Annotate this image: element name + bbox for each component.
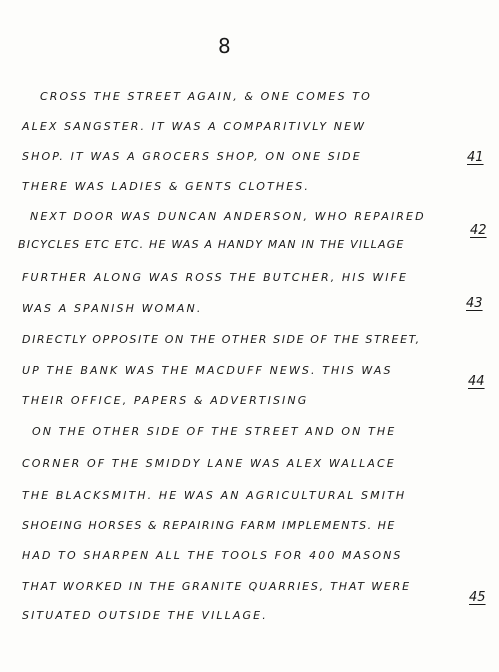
margin-number: 42	[470, 223, 487, 238]
text-line: THAT WORKED IN THE GRANITE QUARRIES, THAT WERE	[22, 580, 411, 593]
text-line: THEIR OFFICE, PAPERS & ADVERTISING	[22, 394, 309, 407]
text-line: ON THE OTHER SIDE OF THE STREET AND ON THE	[32, 425, 397, 438]
text-line: BICYCLES ETC ETC. HE WAS A HANDY MAN IN THE VILLAGE	[18, 238, 405, 251]
margin-number: 41	[467, 150, 484, 165]
text-line: FURTHER ALONG WAS ROSS THE BUTCHER, HIS WIFE	[22, 271, 409, 284]
text-line: CORNER OF THE SMIDDY LANE WAS ALEX WALLACE	[22, 457, 396, 470]
text-line: SITUATED OUTSIDE THE VILLAGE.	[22, 609, 268, 622]
text-line: SHOP. IT WAS A GROCERS SHOP, ON ONE SIDE	[22, 150, 362, 163]
text-line: SHOEING HORSES & REPAIRING FARM IMPLEMENTS. HE	[22, 519, 396, 532]
margin-number: 45	[469, 590, 486, 605]
text-line: THERE WAS LADIES & GENTS CLOTHES.	[22, 180, 310, 193]
text-line: CROSS THE STREET AGAIN, & ONE COMES TO	[40, 90, 372, 103]
text-line: HAD TO SHARPEN ALL THE TOOLS FOR 400 MASONS	[22, 549, 403, 562]
margin-number: 44	[468, 374, 485, 389]
text-line: ALEX SANGSTER. IT WAS A COMPARITIVLY NEW	[22, 120, 367, 133]
text-line: UP THE BANK WAS THE MACDUFF NEWS. THIS WAS	[22, 364, 393, 377]
margin-number: 43	[466, 296, 483, 311]
text-line: THE BLACKSMITH. HE WAS AN AGRICULTURAL SMITH	[22, 489, 407, 502]
text-line: DIRECTLY OPPOSITE ON THE OTHER SIDE OF THE STREET,	[22, 333, 421, 346]
text-line: NEXT DOOR WAS DUNCAN ANDERSON, WHO REPAIRED	[30, 210, 426, 223]
page-number: 8	[218, 34, 232, 58]
text-line: WAS A SPANISH WOMAN.	[22, 302, 203, 315]
